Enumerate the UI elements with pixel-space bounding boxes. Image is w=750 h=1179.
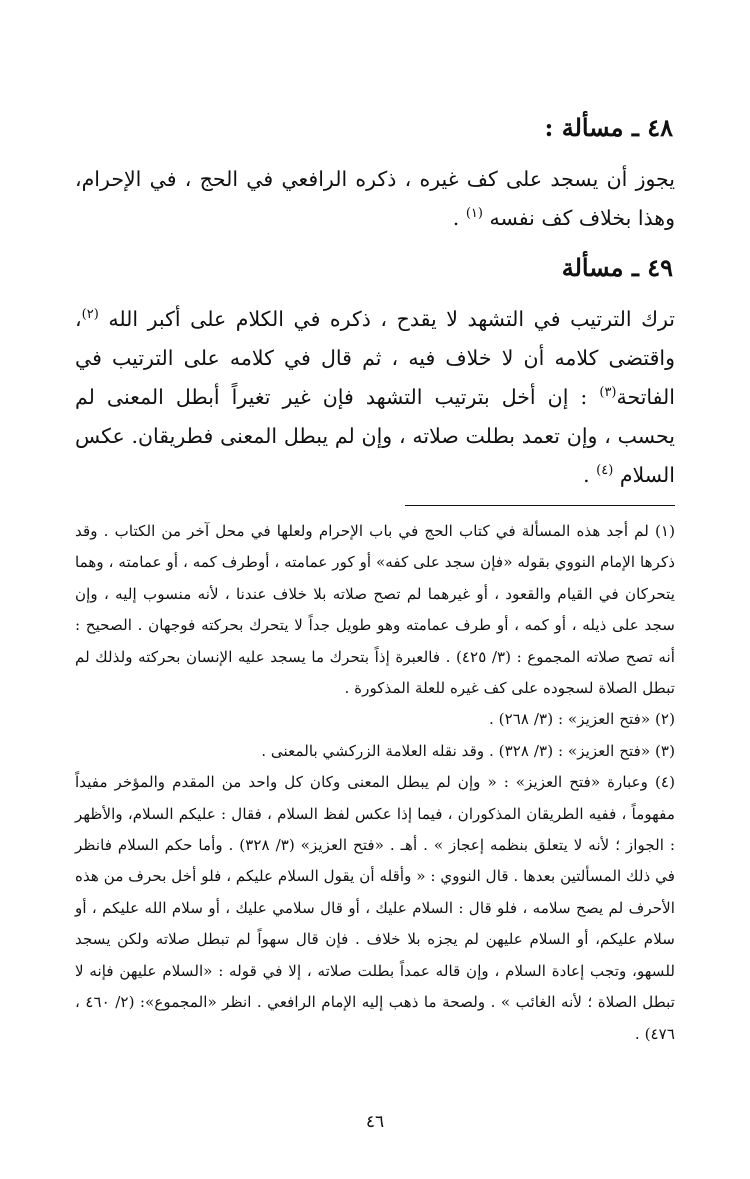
issue-49-body-part1: ترك الترتيب في التشهد لا يقدح ، ذكره في الكلام على أكبر الله <box>108 307 675 331</box>
footnote-separator <box>405 505 675 506</box>
issue-48-end: . <box>452 206 466 230</box>
issue-49-text <box>75 300 675 495</box>
footnote-ref-1[interactable]: (١) <box>465 206 483 222</box>
issue-48-text <box>75 160 675 238</box>
footnote-1: (١) لم أجد هذه المسألة في كتاب الحج في باب الإحرام ولعلها في محل آخر من الكتاب . وقد ذكرها الإمام النووي بقوله «فإن سجد على كفه» أو كور عمامته ، أوطرف كمه ، أو عمامته ، وهما يتحركان في القيام والقعود ، أو غيرهما لم تصح صلاته بلا خلاف عندنا ، لأنه منسوب إليه ، وإن سجد على ذيله ، أو كمه ، أو طرف عمامته وهو طويل جداً لا يتحرك بحركته فوجهان . الصحيح : أنه تصح صلاته المجموع : (٣/ ٤٢٥) . فالعبرة إذاً بتحرك ما يسجد عليه الإنسان بحركته ولذلك لم تبطل الصلاة لسجوده على كف غيره للعلة المذكورة . <box>75 522 675 698</box>
issue-49-body-part3: : إن أخل بترتيب التشهد فإن غير تغيراً أبطل المعنى لم يحسب ، وإن تعمد بطلت صلاته ، وإن لم يبطل المعنى فطريقان. عكس السلام <box>75 385 675 487</box>
footnote-ref-3[interactable]: (٣) <box>599 385 617 401</box>
issue-48-body: يجوز أن يسجد على كف غيره ، ذكره الرافعي في الحج ، في الإحرام، وهذا بخلاف كف نفسه <box>75 167 675 230</box>
page-number: ٤٦ <box>365 1112 385 1132</box>
footnote-2: (٢) «فتح العزيز» : (٣/ ٢٦٨) . <box>489 710 675 729</box>
issue-49-end: . <box>583 463 597 487</box>
issue-49-heading: ٤٩ ـ مسألة <box>561 253 673 282</box>
issue-49-body-part2: ، واقتضى كلامه أن لا خلاف فيه ، ثم قال في كلامه على الترتيب في الفاتحة <box>75 307 675 409</box>
footnote-ref-2[interactable]: (٢) <box>81 307 99 323</box>
footnote-4: (٤) وعبارة «فتح العزيز» : « وإن لم يبطل المعنى وكان كل واحد من المقدم والمؤخر مفيداً مفهوماً ، ففيه الطريقان المذكوران ، فيما إذا عكس لفظ السلام ، فقال : عليكم السلام، والأظهر : الجواز ؛ لأنه لا يتعلق بنظمه إعجاز » . أهـ . «فتح العزيز» (٣/ ٣٢٨) . وأما حكم السلام فانظر في ذلك المسألتين بعدها . قال النووي : « وأقله أن يقول السلام عليكم ، فلو أخل بحرف من هذه الأحرف لم يصح سلامه ، فلو قال : السلام عليك ، أو قال سلامي عليك ، أو سلام الله عليكم ، أو سلام عليكم، أو السلام عليهن لم يجزه بلا خلاف . فإن قال سهواً لم تبطل صلاته ولكن يسجد للسهو، وتجب إعادة السلام ، وإن قاله عمداً بطلت صلاته ، إلا في قوله : «السلام عليهن فإنه لا تبطل الصلاة ؛ لأنه الغائب » . ولصحة ما ذهب إليه الإمام الرافعي . انظر «المجموع»: (٢/ ٤٦٠ ، ٤٧٦) . <box>75 773 675 1043</box>
issue-48-heading: ٤٨ ـ مسألة : <box>544 113 673 142</box>
footnote-3: (٣) «فتح العزيز» : (٣/ ٣٢٨) . وقد نقله العلامة الزركشي بالمعنى . <box>261 741 675 760</box>
footnote-ref-4[interactable]: (٤) <box>596 463 614 479</box>
footnotes <box>75 516 675 1050</box>
